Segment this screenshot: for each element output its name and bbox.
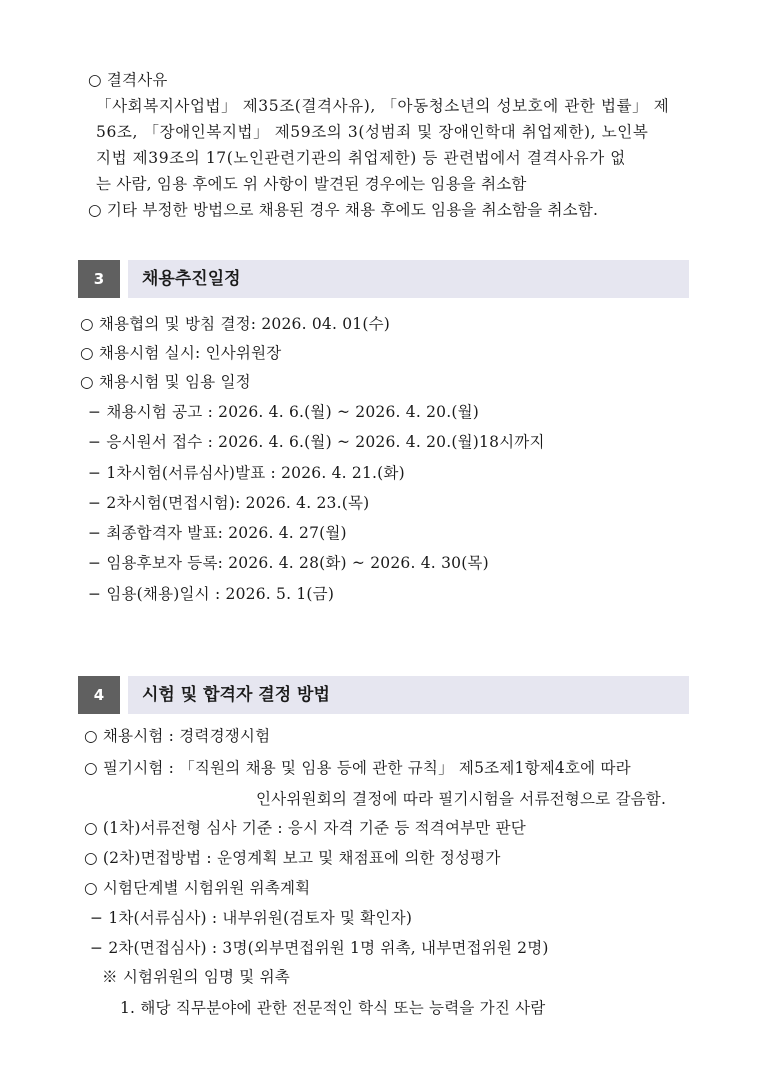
s4-item-second-stage: − 2차(면접심사) : 3명(외부면접위원 1명 위촉, 내부면접위원 2명) (90, 939, 549, 957)
s4-item-written-exam: ○ 필기시험 : 「직원의 채용 및 임용 등에 관한 규칙」 제5조제1항제4호에 따라 (84, 759, 631, 777)
disqualification-text-line-4: 는 사람, 임용 후에도 위 사항이 발견된 경우에는 임용을 취소함 (96, 175, 527, 193)
s3-item-interview: − 2차시험(면접시험): 2026. 4. 23.(목) (88, 494, 370, 512)
section-3-title: 채용추진일정 (142, 269, 241, 289)
s4-note-item-1: 1. 해당 직무분야에 관한 전문적인 학식 또는 능력을 가진 사람 (120, 999, 546, 1017)
section-4-header (78, 676, 689, 714)
s4-item-first-stage: − 1차(서류심사) : 내부위원(검토자 및 확인자) (90, 909, 413, 927)
section-4-number: 4 (78, 676, 120, 714)
section-3-title-bar (128, 260, 689, 298)
s3-item-final-result: − 최종합격자 발표: 2026. 4. 27(월) (88, 524, 347, 542)
s4-item-interview-method: ○ (2차)면접방법 : 운영계획 보고 및 채점표에 의한 정성평가 (84, 849, 501, 867)
s3-item-first-result: − 1차시험(서류심사)발표 : 2026. 4. 21.(화) (88, 464, 405, 482)
s3-item-announcement: − 채용시험 공고 : 2026. 4. 6.(월) ~ 2026. 4. 20.(월) (88, 403, 480, 421)
s3-item-exam-conduct: ○ 채용시험 실시: 인사위원장 (80, 344, 282, 362)
section-4-title: 시험 및 합격자 결정 방법 (142, 685, 330, 705)
section-3-number: 3 (78, 260, 120, 298)
bullet-fraud-cancel: ○ 기타 부정한 방법으로 채용된 경우 채용 후에도 임용을 취소함을 취소함. (88, 201, 599, 219)
s4-item-committee-plan: ○ 시험단계별 시험위원 위촉계획 (84, 879, 311, 897)
section-4-title-bar (128, 676, 689, 714)
s3-item-registration: − 임용후보자 등록: 2026. 4. 28(화) ~ 2026. 4. 30(목) (88, 554, 489, 572)
s3-item-application: − 응시원서 접수 : 2026. 4. 6.(월) ~ 2026. 4. 20.(월)18시까지 (88, 433, 545, 451)
bullet-disqualification: ○ 결격사유 (88, 71, 168, 89)
disqualification-text-line-1: 「사회복지사업법」 제35조(결격사유), 「아동청소년의 성보호에 관한 법률」 제 (96, 97, 670, 115)
disqualification-text-line-3: 지법 제39조의 17(노인관련기관의 취업제한) 등 관련법에서 결격사유가 없 (96, 149, 626, 167)
s4-item-written-exam-cont: 인사위원회의 결정에 따라 필기시험을 서류전형으로 갈음함. (256, 790, 667, 808)
s3-item-schedule-heading: ○ 채용시험 및 임용 일정 (80, 373, 251, 391)
s4-note-committee-appointment: ※ 시험위원의 임명 및 위촉 (102, 968, 290, 986)
s4-item-document-criteria: ○ (1차)서류전형 심사 기준 : 응시 자격 기준 등 적격여부만 판단 (84, 819, 526, 837)
section-3-header (78, 260, 689, 298)
s3-item-appointment-date: − 임용(채용)일시 : 2026. 5. 1(금) (88, 585, 335, 603)
disqualification-text-line-2: 56조, 「장애인복지법」 제59조의 3(성범죄 및 장애인학대 취업제한), 노인복 (96, 123, 649, 141)
s3-item-policy-decision: ○ 채용협의 및 방침 결정: 2026. 04. 01(수) (80, 315, 391, 333)
s4-item-exam-type: ○ 채용시험 : 경력경쟁시험 (84, 727, 271, 745)
